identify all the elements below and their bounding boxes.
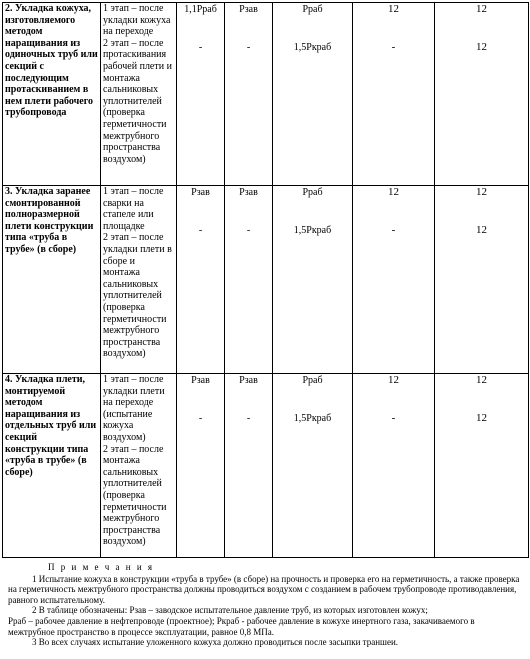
notes-header: П р и м е ч а н и я xyxy=(48,562,155,572)
value-top: Pраб xyxy=(302,4,323,15)
table-row xyxy=(3,3,529,186)
duration-1-cell xyxy=(353,374,435,558)
value-top: Pзав xyxy=(191,375,210,386)
value-top: Pзав xyxy=(239,4,258,15)
value-bottom: - xyxy=(391,40,396,53)
value-bottom: - xyxy=(246,224,251,236)
pressure-1-cell xyxy=(177,374,225,558)
pressure-2-cell xyxy=(225,186,273,374)
value-bottom: - xyxy=(391,223,396,236)
value-bottom: 1,5Pкраб xyxy=(293,224,332,236)
value-bottom: 1,5Pкраб xyxy=(293,41,332,53)
value-top: 12 xyxy=(388,3,399,15)
notes-section xyxy=(8,562,520,648)
pressure-3-cell xyxy=(273,186,353,374)
pressure-1-cell xyxy=(177,186,225,374)
stage-1-text: 1 этап – после укладки плети на переходе (испытание кожуха воздухом) xyxy=(103,374,165,443)
installation-type-cell: 2. Укладка кожуха, изготовляемого методом наращивания из одиночных труб или секций с последующим протаскиванием в нем плети рабочего трубопровода xyxy=(3,3,101,186)
pressure-3-cell xyxy=(273,3,353,186)
stage-2-text: 2 этап – после монтажа сальниковых уплотнителей (проверка герметичности межтрубного пространства воздухом) xyxy=(103,443,167,548)
value-bottom: 12 xyxy=(476,411,487,424)
value-bottom: - xyxy=(246,41,251,53)
value-top: Pзав xyxy=(191,187,210,198)
value-bottom: - xyxy=(198,412,203,424)
duration-2-cell xyxy=(435,374,529,558)
value-top: 1,1Pраб xyxy=(184,4,217,15)
installation-type-cell: 4. Укладка плети, монтируемой методом наращивания из отдельных труб или секций конструкции типа «труба в трубе» (в сборе) xyxy=(3,374,101,558)
value-bottom: - xyxy=(198,224,203,236)
value-top: Pзав xyxy=(239,375,258,386)
value-top: 12 xyxy=(476,3,487,15)
value-bottom: - xyxy=(198,41,203,53)
duration-1-cell xyxy=(353,3,435,186)
stage-1-text: 1 этап – после укладки кожуха на переходе xyxy=(103,3,171,38)
duration-2-cell xyxy=(435,3,529,186)
note-2b: Pраб – рабочее давление в нефтепроводе (проектное); Pкраб - рабочее давление в кожухе инертного газа, закачиваемого в межтрубное пространство в процессе эксплуатации, равное 0,8 МПа. xyxy=(8,615,475,637)
value-bottom: 12 xyxy=(476,223,487,236)
value-top: Pзав xyxy=(239,187,258,198)
value-top: Pраб xyxy=(302,187,323,198)
value-top: 12 xyxy=(388,374,399,386)
stage-cell xyxy=(101,374,177,558)
note-1: 1 Испытание кожуха в конструкции «труба в трубе» (в сборе) на прочность и проверка его на герметичность, а также проверка на герметичность межтрубного пространства должны проводиться воздухом с созданием в рабочем трубопроводе противодавления, равного испытательному. xyxy=(8,573,520,605)
table-row xyxy=(3,186,529,374)
note-3: 3 Во всех случаях испытание уложенного кожуха должно проводиться после засыпки траншеи. xyxy=(32,637,399,648)
installation-type-cell: 3. Укладка заранее смонтированной полноразмерной плети конструкции типа «труба в трубе» (в сборе) xyxy=(3,186,101,374)
pressure-3-cell xyxy=(273,374,353,558)
duration-1-cell xyxy=(353,186,435,374)
value-bottom: 1,5Pкраб xyxy=(293,412,332,424)
duration-2-cell xyxy=(435,186,529,374)
stage-cell xyxy=(101,186,177,374)
value-top: 12 xyxy=(388,186,399,198)
stage-cell xyxy=(101,3,177,186)
value-top: 12 xyxy=(476,186,487,198)
value-top: 12 xyxy=(476,374,487,386)
pressure-2-cell xyxy=(225,374,273,558)
stage-2-text: 2 этап – после протаскивания рабочей плети и монтажа сальниковых уплотнителей (проверка герметичности межтрубного пространства воздухом) xyxy=(103,37,172,165)
value-bottom: - xyxy=(246,412,251,424)
stage-2-text: 2 этап – после укладки плети в сборе и монтажа сальниковых уплотнителей (проверка герметичности межтрубного пространства воздухом) xyxy=(103,232,172,360)
note-2a: 2 В таблице обозначены: Pзав – заводское испытательное давление труб, из которых изготовлен кожух; xyxy=(32,605,428,616)
value-top: Pраб xyxy=(302,375,323,386)
test-pressure-table xyxy=(2,2,529,558)
value-bottom: - xyxy=(391,411,396,424)
stage-1-text: 1 этап – после сварки на стапеле или площадке xyxy=(103,186,164,232)
pressure-1-cell xyxy=(177,3,225,186)
pressure-2-cell xyxy=(225,3,273,186)
value-bottom: 12 xyxy=(476,40,487,53)
table-row xyxy=(3,374,529,558)
